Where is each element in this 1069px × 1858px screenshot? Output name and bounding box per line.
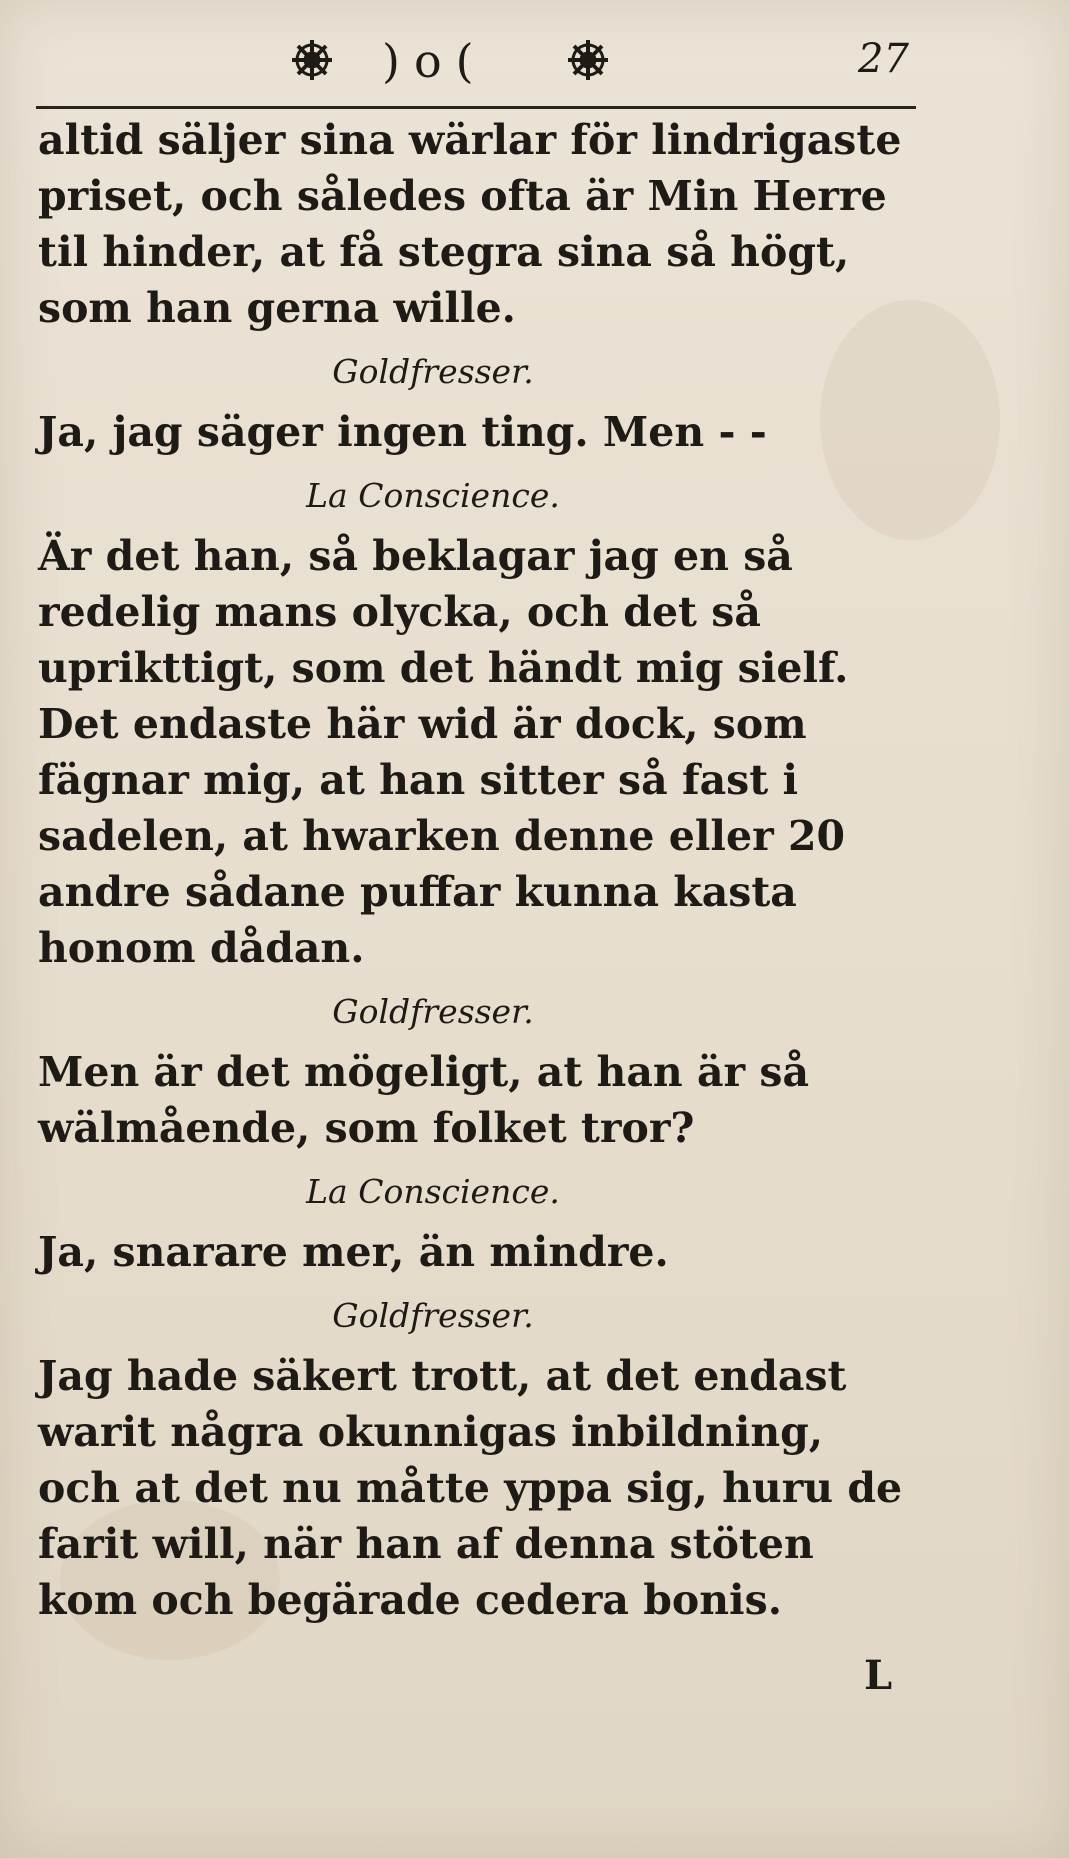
catchword: L bbox=[864, 1652, 893, 1699]
speaker-name: Goldfresser. bbox=[332, 1296, 534, 1335]
flower-ornament-icon bbox=[566, 38, 610, 82]
speaker-name: La Conscience. bbox=[306, 476, 560, 515]
speaker-name: La Conscience. bbox=[306, 1172, 560, 1211]
text-paragraph: Är det han, så beklagar jag en så redelig mans olycka, och det så uprikttigt, som det händt mig sielf. Det endaste här wid är dock, som fägnar mig, at han sitter så fast i sadelen, at hwarken denne eller 20 andre sådane puffar kunna kasta honom dådan. bbox=[38, 532, 849, 972]
text-paragraph: Men är det mögeligt, at han är så wälmående, som folket tror? bbox=[38, 1048, 810, 1152]
text-paragraph: Ja, jag säger ingen ting. Men - - bbox=[38, 408, 767, 456]
speaker-name: Goldfresser. bbox=[332, 352, 534, 391]
speaker-name: Goldfresser. bbox=[332, 992, 534, 1031]
page-number: 27 bbox=[858, 36, 909, 82]
page-body bbox=[38, 112, 918, 1628]
header-mark: )o( bbox=[382, 34, 488, 88]
text-paragraph: Ja, snarare mer, än mindre. bbox=[38, 1228, 669, 1276]
header-rule bbox=[36, 106, 916, 109]
flower-ornament-icon bbox=[290, 38, 334, 82]
text-paragraph: altid säljer sina wärlar för lindrigaste priset, och således ofta är Min Herre til hinder, at få stegra sina så högt, som han gerna wille. bbox=[38, 116, 902, 332]
running-header bbox=[0, 30, 1069, 100]
text-paragraph: Jag hade säkert trott, at det endast warit några okunnigas inbildning, och at det nu måtte yppa sig, huru de farit will, när han af denna stöten kom och begärade cedera bonis. bbox=[38, 1352, 903, 1624]
